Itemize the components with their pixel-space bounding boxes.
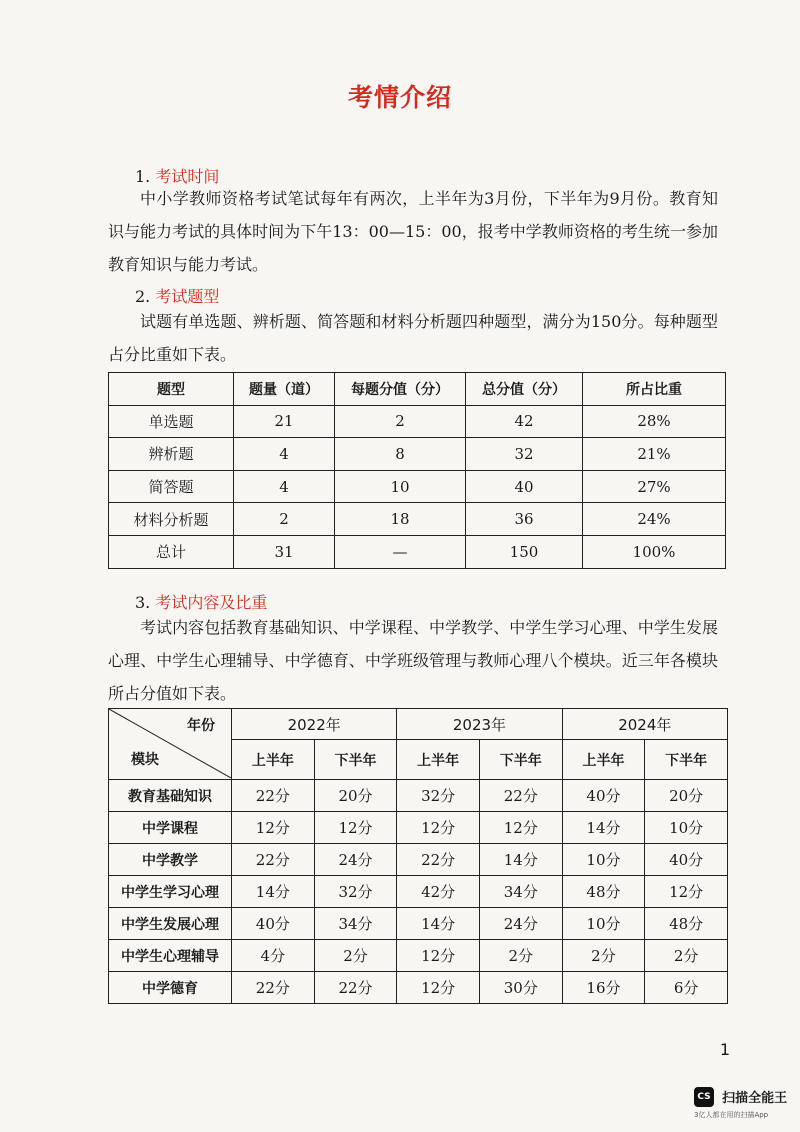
table-cell: 36 xyxy=(466,503,583,536)
half-header: 下半年 xyxy=(479,740,562,780)
score-cell: 40分 xyxy=(645,844,728,876)
section2-title: 考试题型 xyxy=(155,287,220,306)
half-header: 上半年 xyxy=(562,740,645,780)
table-row xyxy=(109,844,728,876)
table-cell: 42 xyxy=(466,405,583,438)
score-cell: 40分 xyxy=(562,780,645,812)
score-cell: 40分 xyxy=(232,908,315,940)
score-cell: 12分 xyxy=(397,940,480,972)
score-cell: 2分 xyxy=(562,940,645,972)
score-cell: 2分 xyxy=(645,940,728,972)
module-cell: 中学课程 xyxy=(109,812,232,844)
score-cell: 10分 xyxy=(562,908,645,940)
module-cell: 中学生发展心理 xyxy=(109,908,232,940)
table-cell: 2 xyxy=(335,405,466,438)
section3-title: 考试内容及比重 xyxy=(155,593,268,612)
table-cell: — xyxy=(335,535,466,568)
table-cell: 8 xyxy=(335,438,466,471)
table-cell: 10 xyxy=(335,470,466,503)
header-cell: 每题分值（分） xyxy=(335,373,466,406)
header-cell: 所占比重 xyxy=(583,373,726,406)
score-cell: 10分 xyxy=(562,844,645,876)
score-cell: 12分 xyxy=(397,972,480,1004)
table-row xyxy=(109,940,728,972)
score-cell: 12分 xyxy=(232,812,315,844)
score-cell: 4分 xyxy=(232,940,315,972)
table-cell: 总计 xyxy=(109,535,234,568)
section1-title: 考试时间 xyxy=(155,167,220,186)
table-cell: 21% xyxy=(583,438,726,471)
table-cell: 辨析题 xyxy=(109,438,234,471)
table-cell: 4 xyxy=(234,438,335,471)
section2-text: 试题有单选题、辨析题、简答题和材料分析题四种题型，满分为150分。每种题型占分比重如下表。 xyxy=(108,312,718,364)
section1-num: 1. xyxy=(135,167,151,186)
module-cell: 中学教学 xyxy=(109,844,232,876)
year-header: 2023年 xyxy=(397,709,562,740)
header-cell: 总分值（分） xyxy=(466,373,583,406)
score-cell: 34分 xyxy=(479,876,562,908)
score-cell: 34分 xyxy=(314,908,397,940)
score-cell: 10分 xyxy=(645,812,728,844)
score-cell: 12分 xyxy=(479,812,562,844)
section3-heading xyxy=(135,590,267,613)
year-header: 2024年 xyxy=(562,709,727,740)
score-cell: 20分 xyxy=(314,780,397,812)
half-header: 下半年 xyxy=(314,740,397,780)
table-cell: 2 xyxy=(234,503,335,536)
table-cell: 32 xyxy=(466,438,583,471)
score-cell: 14分 xyxy=(479,844,562,876)
section3-text: 考试内容包括教育基础知识、中学课程、中学教学、中学生学习心理、中学生发展心理、中学生心理辅导、中学德育、中学班级管理与教师心理八个模块。近三年各模块所占分值如下表。 xyxy=(108,618,718,703)
section3-num: 3. xyxy=(135,593,151,612)
table-row xyxy=(109,470,726,503)
score-cell: 22分 xyxy=(397,844,480,876)
corner-year-label: 年份 xyxy=(187,718,215,734)
score-cell: 16分 xyxy=(562,972,645,1004)
module-cell: 中学生学习心理 xyxy=(109,876,232,908)
header-cell: 题量（道） xyxy=(234,373,335,406)
table-row xyxy=(109,503,726,536)
module-cell: 中学德育 xyxy=(109,972,232,1004)
score-cell: 32分 xyxy=(397,780,480,812)
corner-cell xyxy=(109,709,232,780)
table-row xyxy=(109,812,728,844)
table-cell: 单选题 xyxy=(109,405,234,438)
score-cell: 22分 xyxy=(232,972,315,1004)
score-cell: 48分 xyxy=(562,876,645,908)
score-cell: 24分 xyxy=(479,908,562,940)
scanner-watermark xyxy=(694,1086,794,1120)
score-cell: 12分 xyxy=(314,812,397,844)
section2-num: 2. xyxy=(135,287,151,306)
table-row xyxy=(109,972,728,1004)
table-cell: 18 xyxy=(335,503,466,536)
score-cell: 22分 xyxy=(232,844,315,876)
score-cell: 22分 xyxy=(232,780,315,812)
score-cell: 20分 xyxy=(645,780,728,812)
table-cell: 150 xyxy=(466,535,583,568)
watermark-tagline: 3亿人都在用的扫描App xyxy=(694,1110,769,1119)
table-row xyxy=(109,908,728,940)
score-cell: 14分 xyxy=(232,876,315,908)
table-row xyxy=(109,438,726,471)
half-header: 上半年 xyxy=(232,740,315,780)
score-cell: 30分 xyxy=(479,972,562,1004)
score-cell: 14分 xyxy=(562,812,645,844)
score-cell: 24分 xyxy=(314,844,397,876)
table-header-row xyxy=(109,373,726,406)
table-cell: 31 xyxy=(234,535,335,568)
score-cell: 42分 xyxy=(397,876,480,908)
year-header-row xyxy=(109,709,728,740)
table-cell: 100% xyxy=(583,535,726,568)
half-header: 下半年 xyxy=(645,740,728,780)
table-row xyxy=(109,405,726,438)
table-row xyxy=(109,876,728,908)
table-cell: 4 xyxy=(234,470,335,503)
table-cell: 简答题 xyxy=(109,470,234,503)
score-cell: 12分 xyxy=(397,812,480,844)
score-cell: 6分 xyxy=(645,972,728,1004)
score-cell: 22分 xyxy=(479,780,562,812)
score-cell: 14分 xyxy=(397,908,480,940)
score-cell: 12分 xyxy=(645,876,728,908)
section2-heading xyxy=(135,284,219,307)
score-cell: 22分 xyxy=(314,972,397,1004)
module-cell: 中学生心理辅导 xyxy=(109,940,232,972)
table-row xyxy=(109,780,728,812)
table-cell: 材料分析题 xyxy=(109,503,234,536)
table-cell: 28% xyxy=(583,405,726,438)
watermark-name: 扫描全能王 xyxy=(722,1091,788,1106)
question-type-table xyxy=(108,372,726,569)
module-cell: 教育基础知识 xyxy=(109,780,232,812)
corner-module-label: 模块 xyxy=(131,752,159,768)
table-cell: 27% xyxy=(583,470,726,503)
half-header: 上半年 xyxy=(397,740,480,780)
page-title: 考情介绍 xyxy=(347,83,452,112)
table-row-total xyxy=(109,535,726,568)
module-score-table xyxy=(108,708,728,1004)
section1-text: 中小学教师资格考试笔试每年有两次，上半年为3月份，下半年为9月份。教育知识与能力考试的具体时间为下午13：00—15：00，报考中学教师资格的考生统一参加教育知识与能力考试。 xyxy=(108,189,718,274)
score-cell: 48分 xyxy=(645,908,728,940)
score-cell: 2分 xyxy=(314,940,397,972)
page-number: 1 xyxy=(719,1040,730,1059)
score-cell: 2分 xyxy=(479,940,562,972)
score-cell: 32分 xyxy=(314,876,397,908)
year-header: 2022年 xyxy=(232,709,397,740)
table-cell: 24% xyxy=(583,503,726,536)
header-cell: 题型 xyxy=(109,373,234,406)
table-cell: 40 xyxy=(466,470,583,503)
table-cell: 21 xyxy=(234,405,335,438)
camscanner-logo-icon: CS xyxy=(694,1087,714,1107)
